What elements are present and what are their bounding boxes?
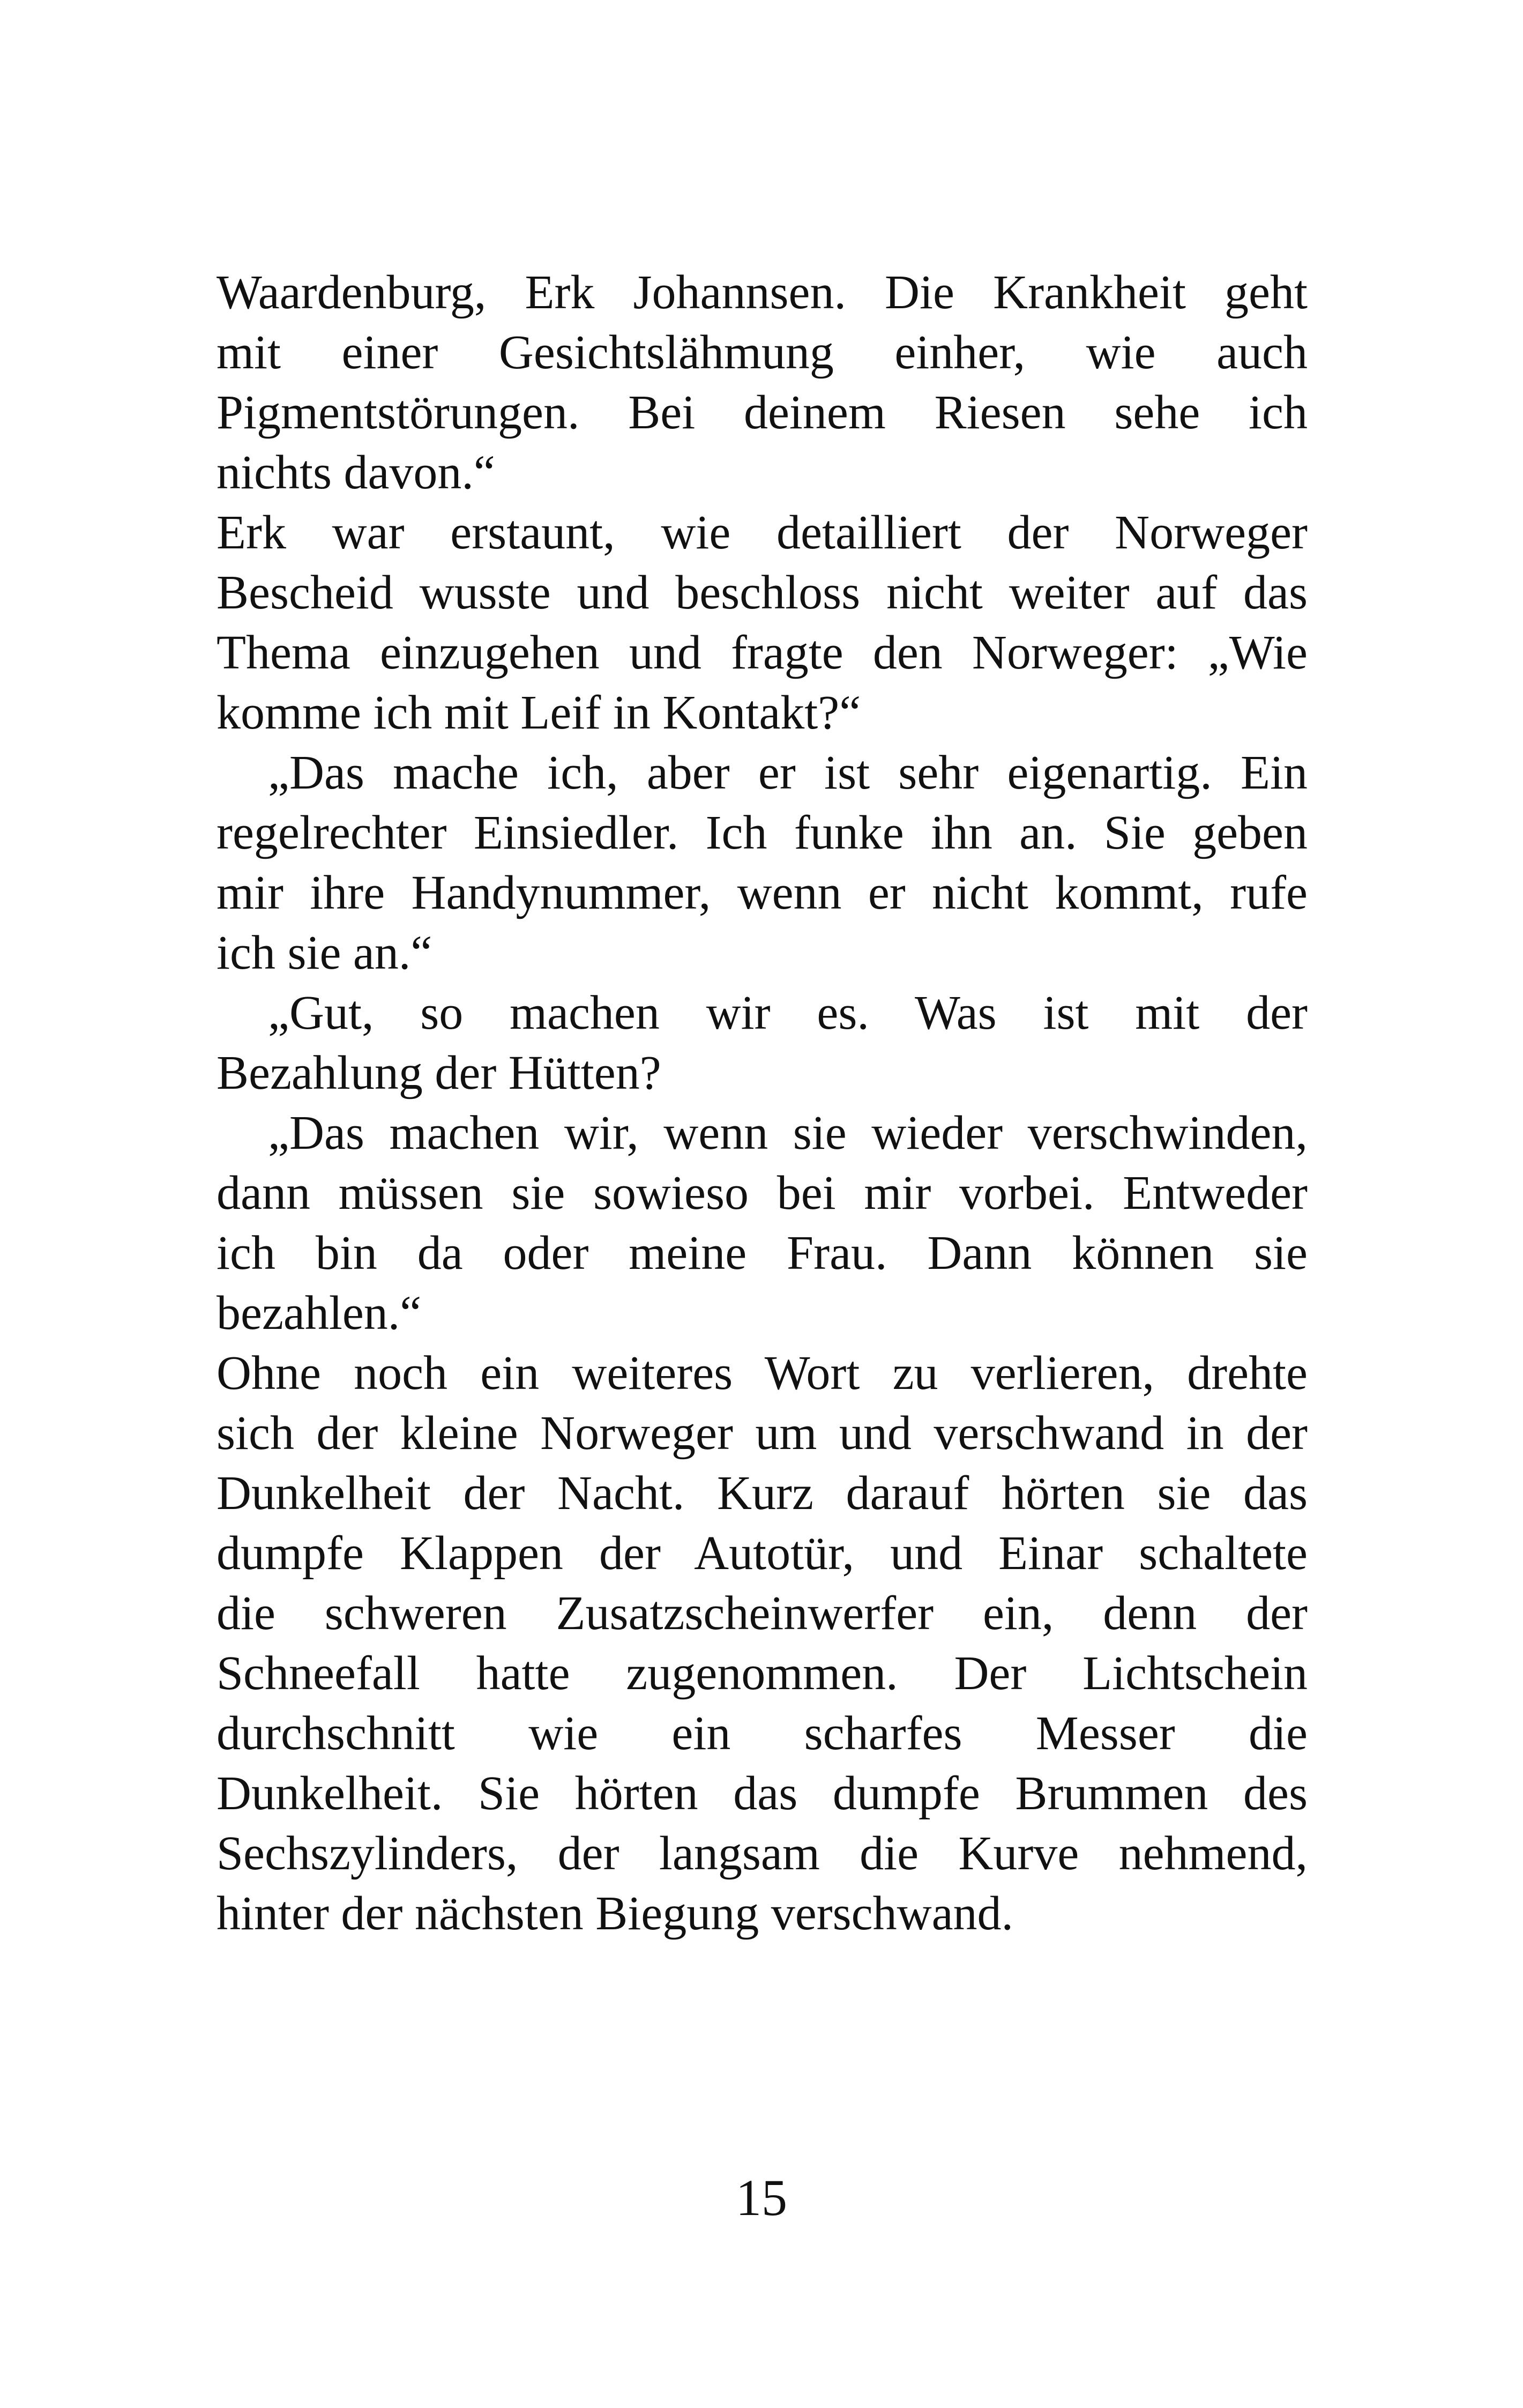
text-line: ich bin da oder meine Frau. Dann können sie (216, 1227, 1308, 1280)
text-line: nichts davon.“ (216, 446, 495, 499)
page-number: 15 (736, 2169, 787, 2226)
text-line: mir ihre Handynummer, wenn er nicht kommt, rufe (216, 866, 1308, 919)
text-line: Pigmentstörungen. Bei deinem Riesen sehe ich (216, 386, 1308, 439)
text-line: hinter der nächsten Biegung verschwand. (216, 1887, 1014, 1940)
text-line: sich der kleine Norweger um und verschwand in der (216, 1407, 1308, 1460)
text-line: dumpfe Klappen der Autotür, und Einar schaltete (216, 1527, 1308, 1580)
text-line: bezahlen.“ (216, 1287, 422, 1340)
text-line: „Gut, so machen wir es. Was ist mit der (268, 986, 1308, 1039)
body-text (216, 263, 1308, 1944)
text-line: Ohne noch ein weiteres Wort zu verlieren, drehte (216, 1347, 1308, 1400)
text-line: Dunkelheit. Sie hörten das dumpfe Brummen des (216, 1767, 1308, 1820)
text-line: ich sie an.“ (216, 926, 432, 979)
text-line: mit einer Gesichtslähmung einher, wie auch (216, 326, 1308, 379)
text-line: „Das mache ich, aber er ist sehr eigenartig. Ein (268, 746, 1308, 799)
text-line: regelrechter Einsiedler. Ich funke ihn an. Sie geben (216, 806, 1308, 859)
text-line: Bezahlung der Hütten? (216, 1046, 661, 1099)
text-line: Erk war erstaunt, wie detailliert der Norweger (216, 506, 1308, 559)
text-line: Thema einzugehen und fragte den Norweger: „Wie (216, 626, 1308, 679)
text-line: durchschnitt wie ein scharfes Messer die (216, 1707, 1308, 1760)
text-line: komme ich mit Leif in Kontakt?“ (216, 686, 861, 739)
text-line: „Das machen wir, wenn sie wieder verschwinden, (268, 1106, 1308, 1160)
text-line: Waardenburg, Erk Johannsen. Die Krankheit geht (216, 266, 1308, 319)
text-line: die schweren Zusatzscheinwerfer ein, denn der (216, 1587, 1308, 1640)
text-line: Schneefall hatte zugenommen. Der Lichtschein (216, 1647, 1308, 1700)
text-line: dann müssen sie sowieso bei mir vorbei. Entweder (216, 1166, 1308, 1220)
text-line: Sechszylinders, der langsam die Kurve nehmend, (216, 1827, 1308, 1880)
text-line: Dunkelheit der Nacht. Kurz darauf hörten sie das (216, 1467, 1308, 1520)
text-line: Bescheid wusste und beschloss nicht weiter auf das (216, 566, 1308, 619)
